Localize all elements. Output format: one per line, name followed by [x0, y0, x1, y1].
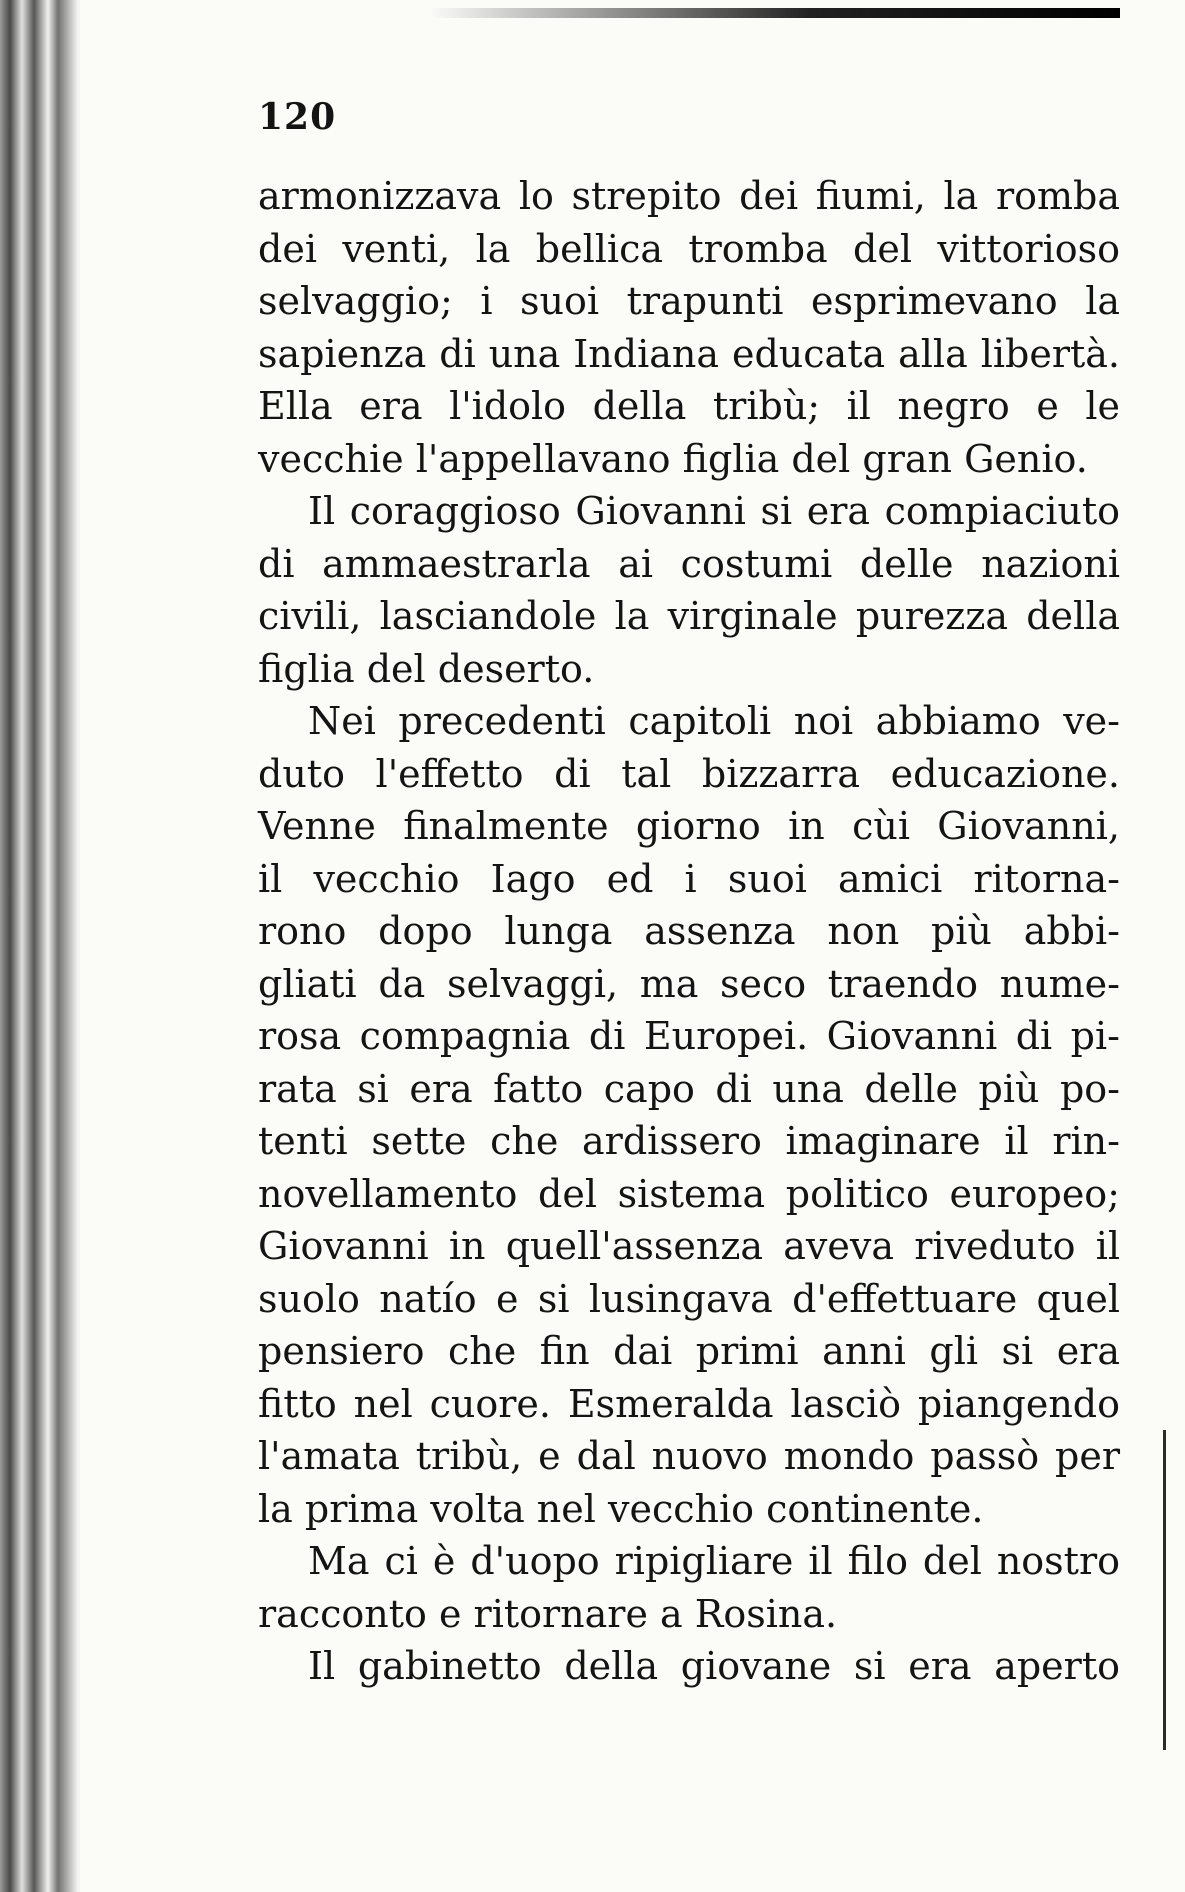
text-line: dei venti, la bellica tromba del vittorioso: [258, 226, 1120, 271]
text-line: Nei precedenti capitoli noi abbiamo ve-: [308, 699, 1120, 743]
text-line: rono dopo lunga assenza non più abbi-: [258, 909, 1120, 953]
text-line: Venne finalmente giorno in cùi Giovanni,: [258, 804, 1120, 848]
text-line: Giovanni in quell'assenza aveva riveduto il: [258, 1224, 1120, 1268]
right-margin-mark: [1163, 1430, 1166, 1750]
text-line: civili, lasciandole la virginale purezza della: [258, 594, 1120, 638]
text-line: Ma ci è d'uopo ripigliare il filo del nostro: [308, 1539, 1120, 1583]
text-line: rosa compagnia di Europei. Giovanni di pi-: [258, 1014, 1120, 1058]
text-line: armonizzava lo strepito dei fiumi, la romba: [258, 174, 1120, 218]
text-line: Ella era l'idolo della tribù; il negro e le: [258, 384, 1120, 428]
text-line: gliati da selvaggi, ma seco traendo nume-: [258, 961, 1120, 1006]
text-line: fitto nel cuore. Esmeralda lasciò piangendo: [258, 1381, 1120, 1426]
text-line: il vecchio Iago ed i suoi amici ritorna-: [258, 856, 1120, 901]
book-spine-shadow: [0, 0, 80, 1892]
body-text: [258, 170, 1120, 1693]
text-line: di ammaestrarla ai costumi delle nazioni: [258, 541, 1120, 586]
text-line: vecchie l'appellavano figlia del gran Genio.: [258, 436, 1088, 481]
text-line: pensiero che fin dai primi anni gli si era: [258, 1329, 1120, 1373]
text-line: sapienza di una Indiana educata alla libertà.: [258, 331, 1120, 376]
text-line: racconto e ritornare a Rosina.: [258, 1591, 838, 1636]
text-line: la prima volta nel vecchio continente.: [258, 1486, 984, 1531]
text-line: figlia del deserto.: [258, 646, 595, 691]
text-line: Il gabinetto della giovane si era aperto: [308, 1644, 1120, 1688]
text-line: Il coraggioso Giovanni si era compiaciuto: [308, 489, 1120, 533]
text-line: tenti sette che ardissero imaginare il rin-: [258, 1119, 1120, 1163]
text-line: duto l'effetto di tal bizzarra educazione.: [258, 751, 1120, 796]
text-line: rata si era fatto capo di una delle più po-: [258, 1066, 1120, 1111]
page-number: 120: [258, 96, 337, 138]
text-line: novellamento del sistema politico europeo;: [258, 1171, 1120, 1216]
text-line: selvaggio; i suoi trapunti esprimevano la: [258, 279, 1120, 323]
top-edge-rule: [430, 8, 1120, 18]
text-line: suolo natío e si lusingava d'effettuare quel: [258, 1276, 1120, 1321]
text-line: l'amata tribù, e dal nuovo mondo passò per: [258, 1434, 1120, 1478]
